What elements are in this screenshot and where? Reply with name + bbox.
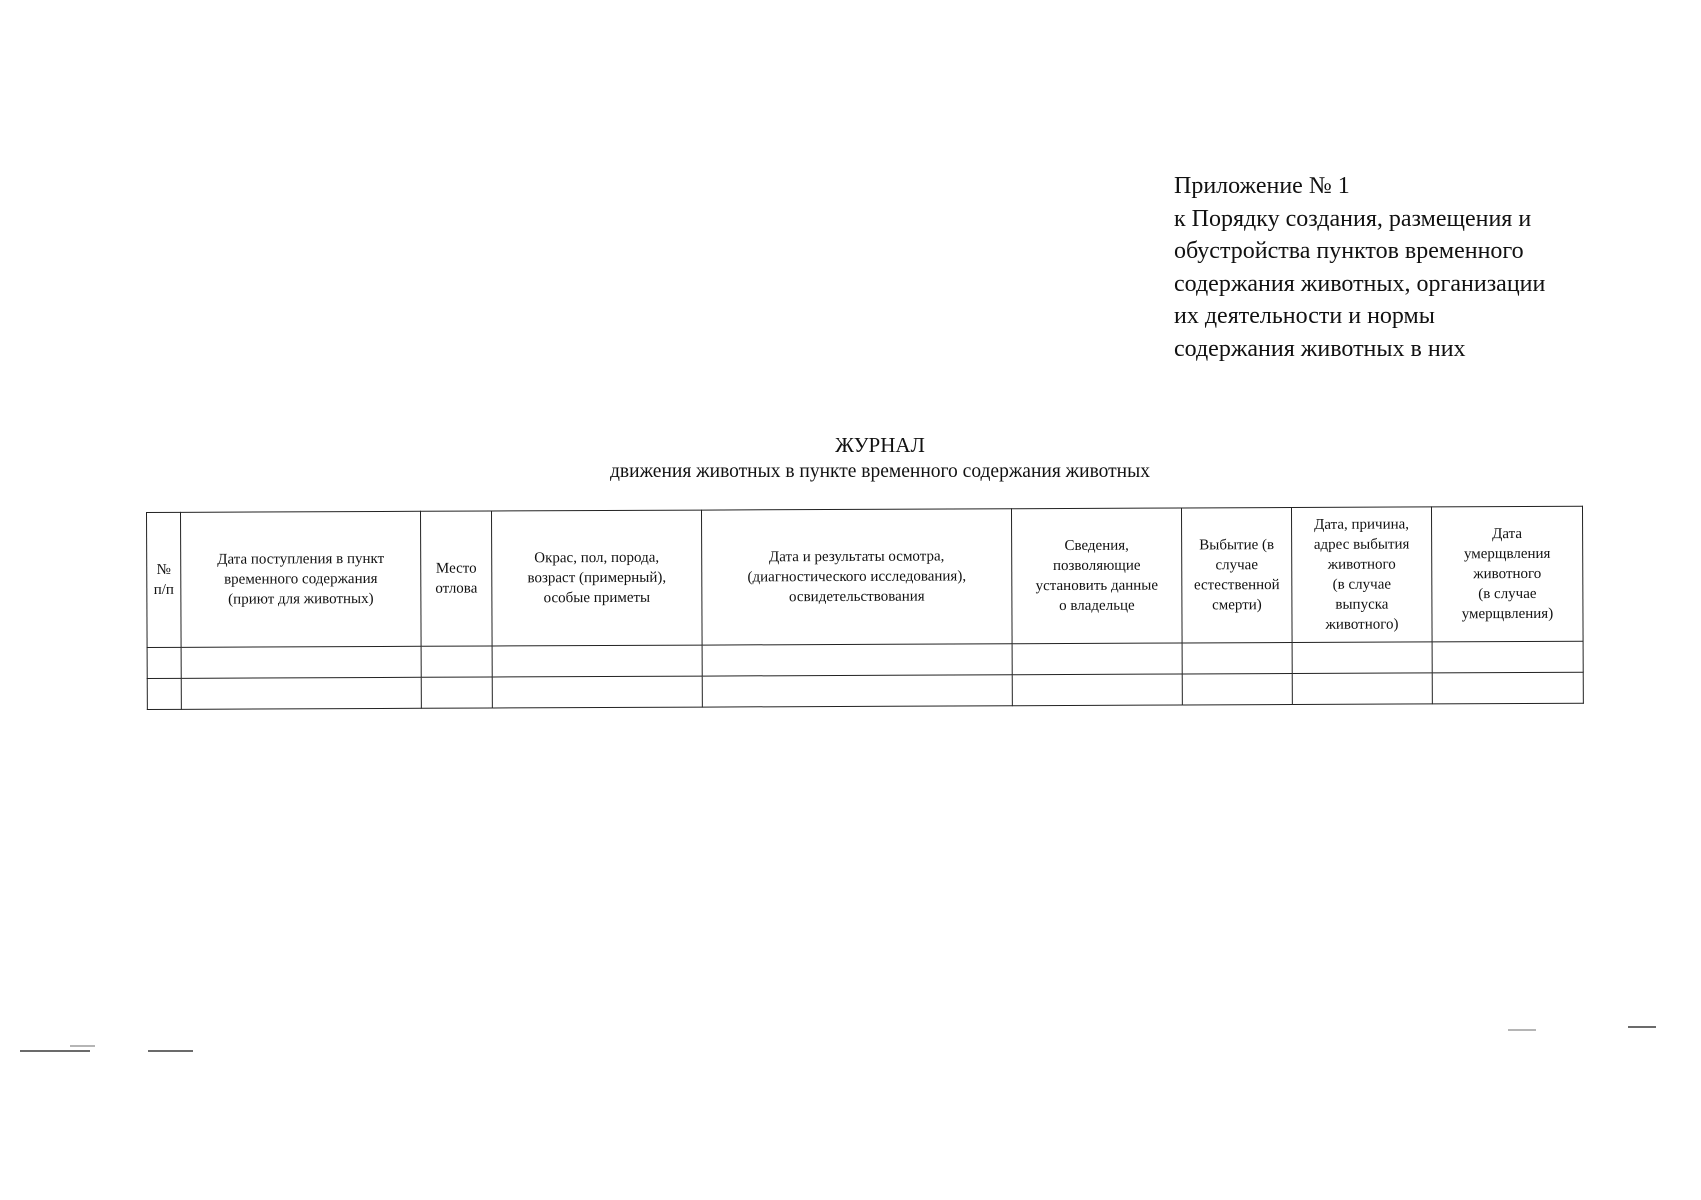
column-header-euthanasia: Дата умерщвления животного (в случае умерщвления): [1431, 506, 1583, 642]
table-cell: [421, 646, 492, 677]
appendix-line: Приложение № 1: [1174, 173, 1350, 199]
table-cell: [147, 678, 181, 709]
table-cell: [702, 644, 1012, 676]
table-cell: [492, 645, 702, 677]
table-cell: [147, 647, 181, 678]
table-row: [147, 672, 1583, 709]
column-header-description: Окрас, пол, порода, возраст (примерный), особые приметы: [491, 510, 702, 646]
appendix-line: содержания животных в них: [1174, 335, 1466, 362]
table-cell: [1012, 674, 1182, 706]
column-header-capture-place: Место отлова: [420, 511, 492, 646]
table-cell: [1182, 643, 1292, 674]
appendix-note: [1174, 170, 1654, 365]
appendix-line: их деятельности и нормы: [1174, 303, 1435, 329]
table-cell: [492, 676, 702, 708]
journal-subtitle: движения животных в пункте временного содержания животных: [610, 461, 1150, 482]
column-header-release: Дата, причина, адрес выбытия животного (в случае выпуска животного): [1291, 507, 1432, 643]
table-header-row: [147, 506, 1584, 647]
column-header-owner-info: Сведения, позволяющие установить данные о владельце: [1011, 508, 1182, 644]
table-cell: [702, 675, 1012, 707]
column-header-number: № п/п: [147, 512, 182, 647]
table-cell: [1292, 642, 1432, 674]
column-header-examination: Дата и результаты осмотра, (диагностического исследования), освидетельствования: [701, 509, 1012, 645]
table-cell: [1292, 673, 1432, 705]
table-cell: [1432, 672, 1583, 704]
table-cell: [181, 677, 421, 709]
table-cell: [1012, 643, 1182, 675]
appendix-line: обустройства пунктов временного: [1174, 238, 1524, 264]
scan-artifact: [148, 1050, 193, 1052]
column-header-intake-date: Дата поступления в пункт временного содержания (приют для животных): [181, 511, 422, 647]
appendix-line: к Порядку создания, размещения и: [1174, 205, 1532, 232]
column-header-natural-death: Выбытие (в случае естественной смерти): [1181, 508, 1292, 643]
table-cell: [421, 677, 492, 708]
table-cell: [181, 646, 421, 678]
journal-table: [146, 506, 1584, 710]
scan-artifact: [1628, 1026, 1656, 1028]
table-cell: [1182, 674, 1292, 705]
scan-artifact: [20, 1050, 90, 1052]
table-cell: [1432, 641, 1583, 673]
journal-title: ЖУРНАЛ: [835, 433, 925, 457]
appendix-line: содержания животных, организации: [1174, 270, 1546, 297]
scan-artifact: [1508, 1029, 1536, 1031]
scan-artifact: [70, 1045, 95, 1047]
